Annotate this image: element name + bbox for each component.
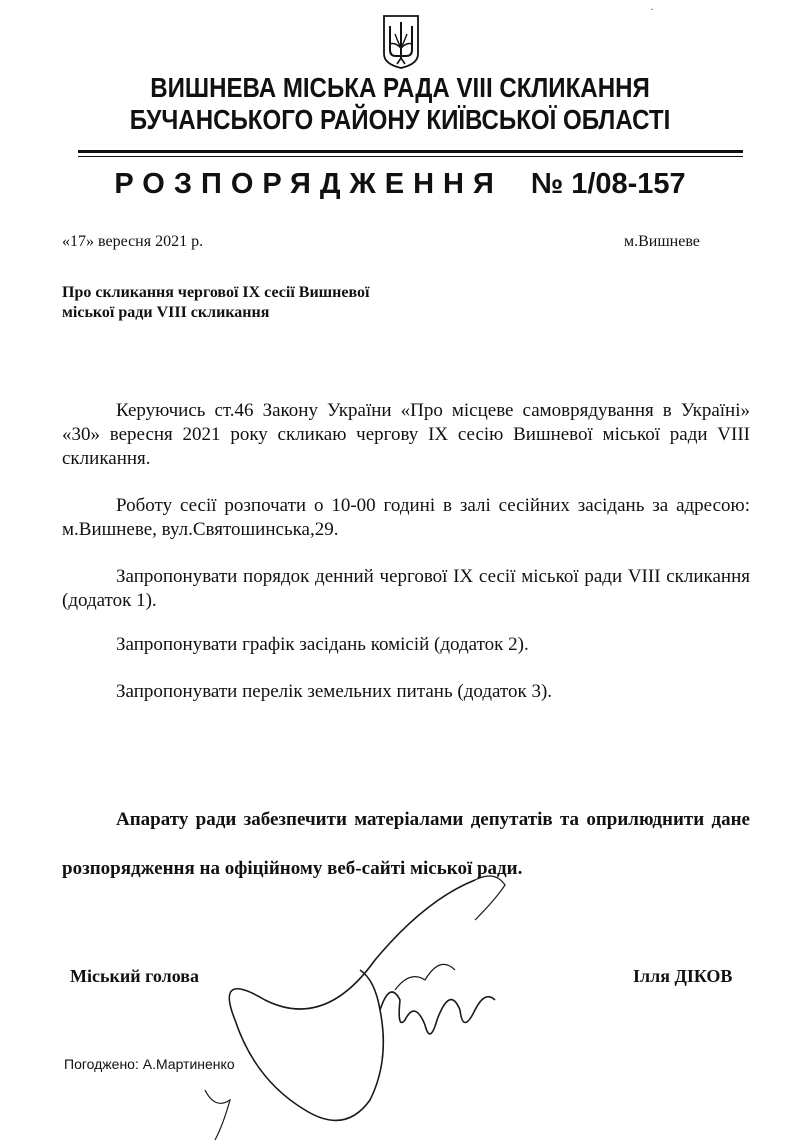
body-paragraph-2: Роботу сесії розпочати о 10-00 годині в залі сесійних засідань за адресою: м.Вишневе, вул.Святошинська,29. [62,495,750,540]
order-number: № 1/08-157 [530,168,686,200]
order-subject [62,283,422,323]
subject-line-1: Про скликання чергової ІХ сесії Вишневої [62,284,370,301]
signatory-title: Міський голова [70,966,199,986]
order-title: РОЗПОРЯДЖЕННЯ [114,168,503,200]
trident-emblem-icon [381,14,421,70]
council-title: ВИШНЕВА МІСЬКА РАДА VIII СКЛИКАННЯ [150,72,650,103]
order-heading [0,168,800,201]
order-place: м.Вишневе [624,233,700,250]
body-paragraph-5: Запропонувати перелік земельних питань (додаток 3). [116,681,553,702]
body-paragraph-4: Запропонувати графік засідань комісій (додаток 2). [116,634,529,655]
approved-by: Погоджено: А.Мартиненко [64,1056,235,1072]
subject-line-2: міської ради VIII скликання [62,304,270,321]
body-paragraph-3: Запропонувати порядок денний чергової ІХ сесії міської ради VIII скликання (додаток 1). [62,566,750,611]
handwritten-signature [175,860,555,1146]
body-paragraph-6: Апарату ради забезпечити матеріалами депутатів та оприлюднити дане розпорядження на офіційному веб-сайті міської ради. [62,809,750,879]
signatory-name: Ілля ДІКОВ [633,966,733,986]
district-title: БУЧАНСЬКОГО РАЙОНУ КИЇВСЬКОЇ ОБЛАСТІ [129,104,671,135]
order-date: «17» вересня 2021 р. [62,233,204,250]
header-divider-thin [78,156,743,157]
header-divider [78,150,743,153]
body-paragraph-1: Керуючись ст.46 Закону України «Про місцеве самоврядування в Україні» «30» вересня 2021 року скликаю чергову ІХ сесію Вишневої міської ради VIII скликання. [62,400,750,469]
scan-mark: · [650,2,654,16]
